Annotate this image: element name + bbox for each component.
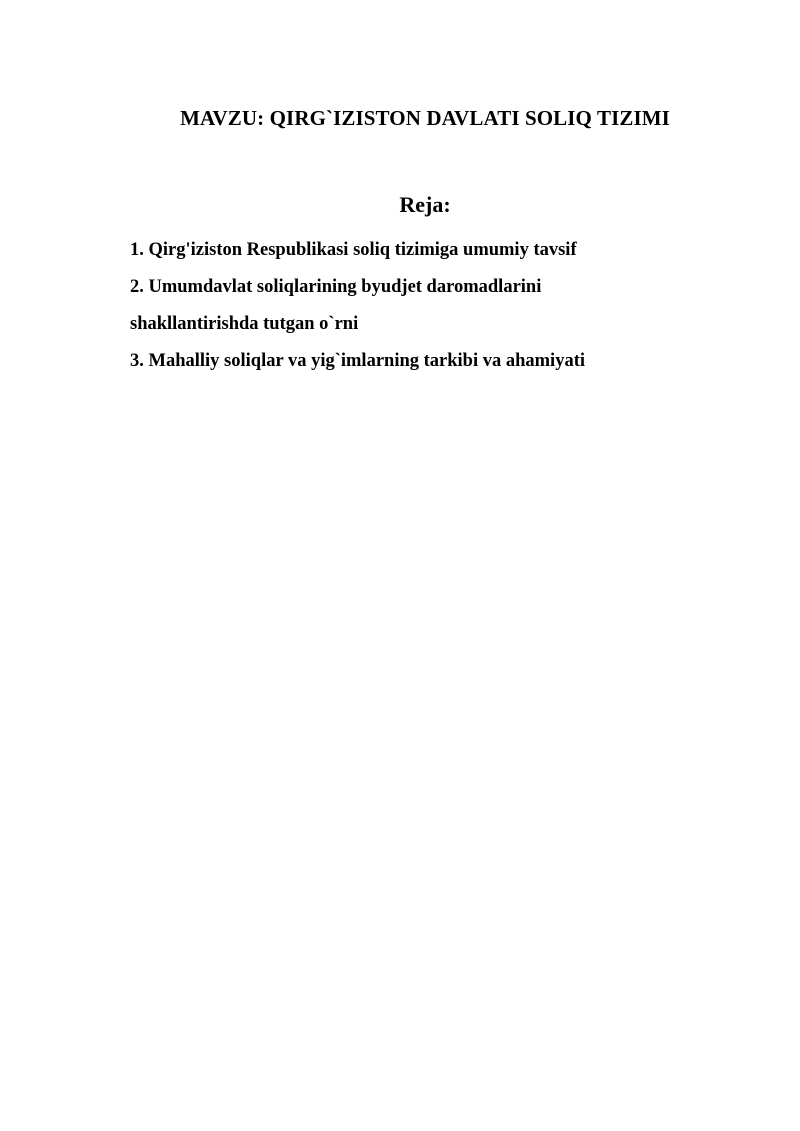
plan-item-3: 3. Mahalliy soliqlar va yig`imlarning tarkibi va ahamiyati	[130, 351, 585, 371]
document-title: MAVZU: QIRG`IZISTON DAVLATI SOLIQ TIZIMI	[180, 106, 670, 130]
plan-item-1: 1. Qirg'iziston Respublikasi soliq tizimiga umumiy tavsif	[130, 240, 577, 260]
plan-item-2-continuation: shakllantirishda tutgan o`rni	[130, 314, 359, 334]
plan-item-2: 2. Umumdavlat soliqlarining byudjet daromadlarini	[130, 277, 542, 297]
plan-heading: Reja:	[399, 192, 451, 217]
plan-list	[130, 232, 690, 380]
